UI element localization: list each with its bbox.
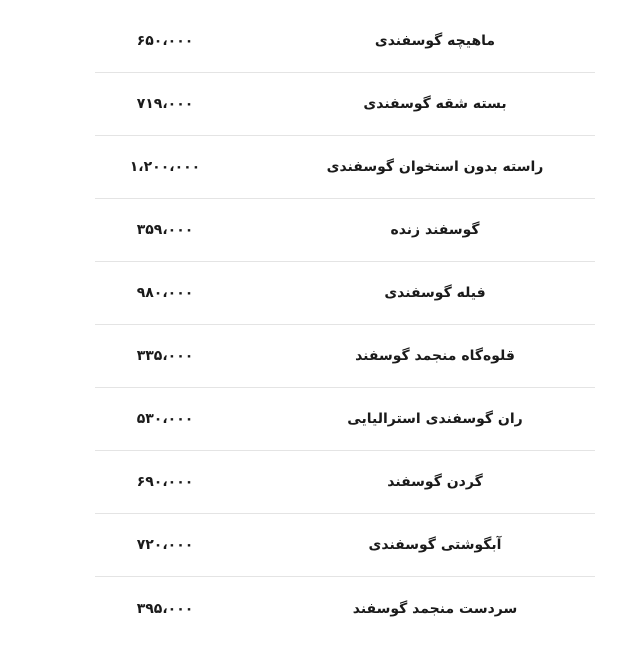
item-name-cell: بسته شقه گوسفندی [363, 96, 507, 112]
price-cell: ۵۳۰،۰۰۰ [136, 411, 194, 427]
item-name-cell: ماهیچه گوسفندی [374, 33, 496, 49]
table-row [95, 514, 595, 577]
table-row [95, 136, 595, 199]
price-cell: ۷۲۰،۰۰۰ [136, 537, 194, 553]
item-name-cell: گوسفند زنده [390, 222, 480, 238]
table-row [95, 10, 595, 73]
item-name-cell: گردن گوسفند [387, 474, 483, 490]
table-row [95, 262, 595, 325]
table-row [95, 577, 595, 640]
table-row [95, 199, 595, 262]
item-name-cell: ران گوسفندی استرالیایی [347, 411, 523, 427]
item-name-cell: سردست منجمد گوسفند [352, 600, 518, 617]
table-row [95, 73, 595, 136]
price-cell: ۳۹۵،۰۰۰ [136, 600, 194, 617]
item-name-cell: فیله گوسفندی [384, 285, 486, 301]
table-row [95, 451, 595, 514]
price-cell: ۳۳۵،۰۰۰ [136, 348, 194, 364]
table-row [95, 388, 595, 451]
item-name-cell: راسته بدون استخوان گوسفندی [326, 159, 544, 175]
table-row [95, 325, 595, 388]
item-name-cell: قلوه‌گاه منجمد گوسفند [355, 348, 515, 364]
price-cell: ۳۵۹،۰۰۰ [136, 222, 194, 238]
price-cell: ۱،۲۰۰،۰۰۰ [129, 159, 201, 175]
item-name-cell: آبگوشتی گوسفندی [368, 537, 502, 553]
price-cell: ۶۹۰،۰۰۰ [136, 474, 194, 490]
price-cell: ۶۵۰،۰۰۰ [136, 33, 194, 49]
price-cell: ۷۱۹،۰۰۰ [136, 96, 194, 112]
price-table [95, 10, 595, 640]
price-cell: ۹۸۰،۰۰۰ [136, 285, 194, 301]
